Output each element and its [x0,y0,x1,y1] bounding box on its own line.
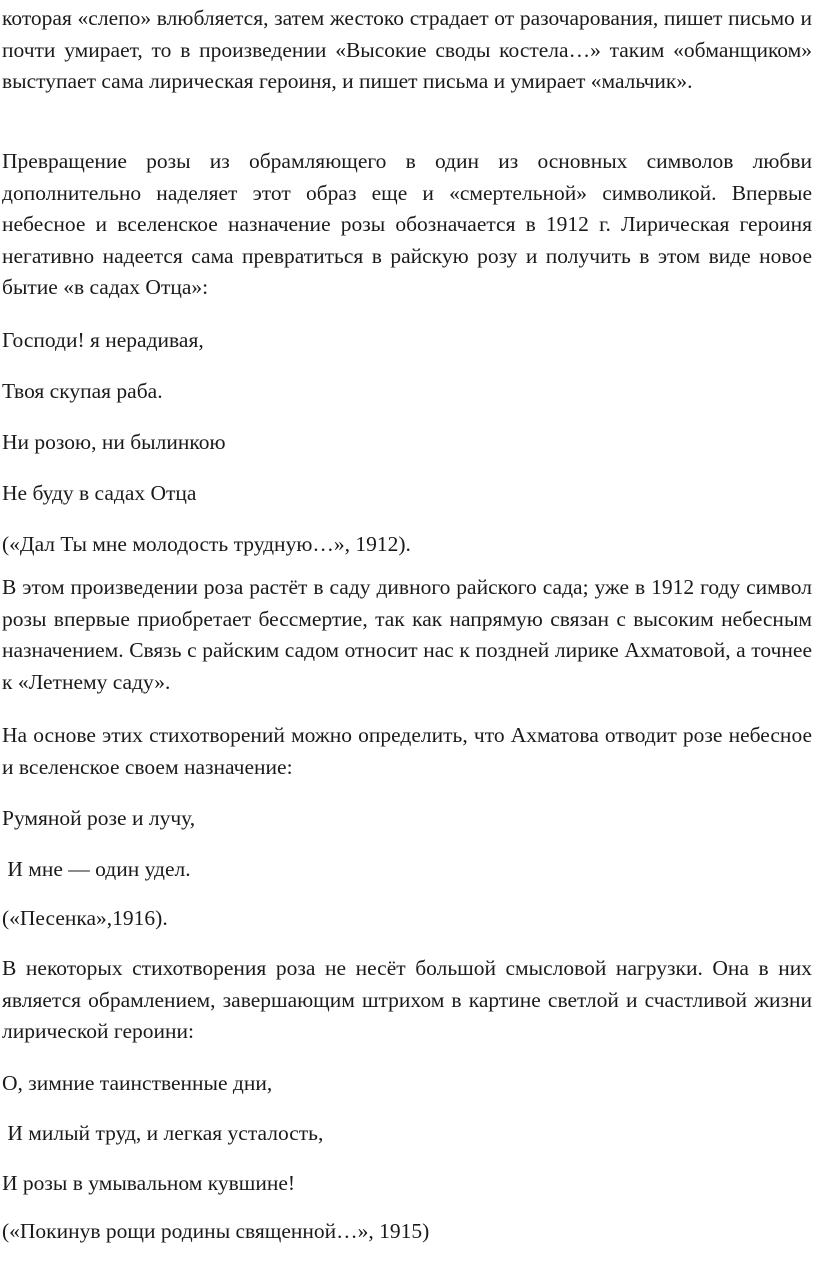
paragraph-continuation: которая «слепо» влюбляется, затем жестоко страдает от разочарования, пишет письмо и почти умирает, то в произведении «Высокие своды костела…» таким «обманщиком» выступает сама лирическая героиня, и пишет письма и умирает «мальчик». [2,6,812,94]
verse-line: И милый труд, и легкая усталость, [2,1121,324,1145]
verse-line: И мне — один удел. [2,857,191,881]
paragraph-paradise-garden: В этом произведении роза растёт в саду дивного райского сада; уже в 1912 году символ розы впервые приобретает бессмертие, так как напрямую связан с высоким небесным назначением. Связь с райским садом относит нас к поздней лирике Ахматовой, а точнее к «Летнему саду». [2,575,812,694]
verse-line: Не буду в садах Отца [2,481,197,505]
paragraph-rose-symbolism: Превращение розы из обрамляющего в один из основных символов любви дополнительно наделяет этот образ еще и «смертельной» символикой. Впервые небесное и вселенское назначение розы обозначается в 1912 г. Лирическая героиня негативно надеется сама превратиться в райскую розу и получить в этом виде новое бытие «в садах Отца»: [2,149,812,300]
verse-citation: («Песенка»,1916). [2,906,168,930]
verse-line: И розы в умывальном кувшине! [2,1171,296,1195]
verse-line: О, зимние таинственные дни, [2,1071,273,1095]
verse-citation: («Дал Ты мне молодость трудную…», 1912). [2,532,411,556]
verse-line: Ни розою, ни былинкою [2,430,226,454]
paragraph-conclusion: На основе этих стихотворений можно определить, что Ахматова отводит розе небесное и вселенское своем назначение: [2,723,812,779]
paragraph-framing: В некоторых стихотворения роза не несёт большой смысловой нагрузки. Она в них является обрамлением, завершающим штрихом в картине светлой и счастливой жизни лирической героини: [2,956,812,1044]
verse-line: Румяной розе и лучу, [2,806,196,830]
verse-line: Твоя скупая раба. [2,379,163,403]
verse-citation: («Покинув рощи родины священной…», 1915) [2,1219,430,1243]
verse-line: Господи! я нерадивая, [2,328,204,352]
